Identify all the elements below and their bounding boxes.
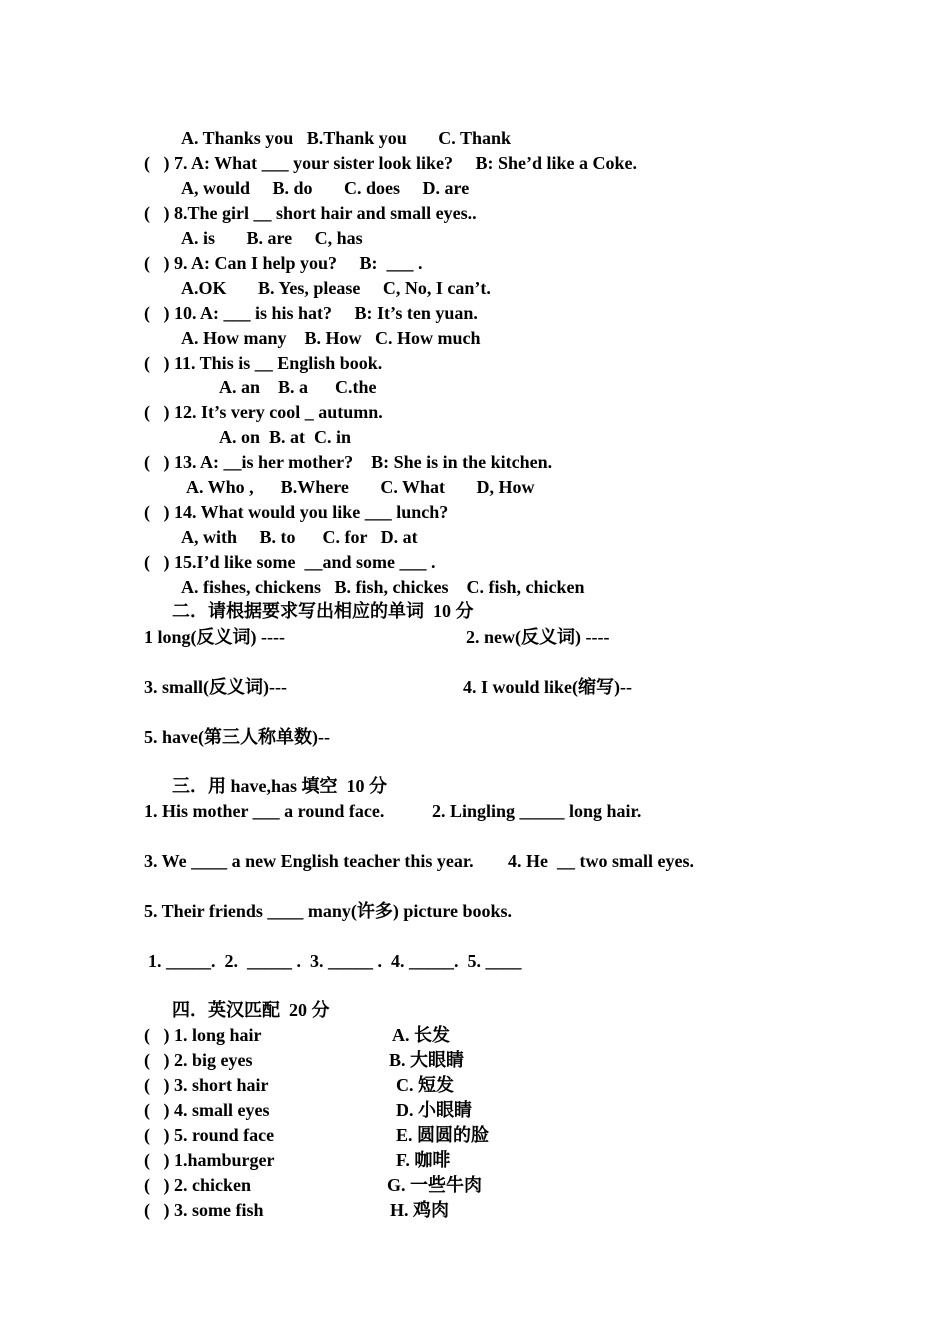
section-2-item-4: 4. I would like(缩写)--	[463, 677, 633, 697]
q11-options: A. an B. a C.the	[219, 377, 377, 397]
match-right-2: B. 大眼睛	[389, 1050, 465, 1070]
section-3-answer-blanks: 1. _____. 2. _____ . 3. _____ . 4. _____. 5. ____	[148, 951, 522, 971]
section-3-item-3: 3. We ____ a new English teacher this year.	[144, 851, 474, 871]
match-left-1: ( ) 1. long hair	[144, 1025, 262, 1045]
match-left-3: ( ) 3. short hair	[144, 1075, 269, 1095]
question-15: ( ) 15.I’d like some __and some ___ .	[144, 552, 436, 572]
match-left-7: ( ) 2. chicken	[144, 1175, 251, 1195]
section-3-item-5: 5. Their friends ____ many(许多) picture books.	[144, 901, 513, 921]
q13-options: A. Who , B.Where C. What D, How	[186, 477, 535, 497]
match-right-3: C. 短发	[396, 1075, 454, 1095]
match-left-2: ( ) 2. big eyes	[144, 1050, 253, 1070]
q9-options: A.OK B. Yes, please C, No, I can’t.	[181, 278, 491, 298]
q12-options: A. on B. at C. in	[219, 427, 352, 447]
match-right-5: E. 圆圆的脸	[396, 1125, 490, 1145]
section-3-item-2: 2. Lingling _____ long hair.	[432, 801, 642, 821]
question-7: ( ) 7. A: What ___ your sister look like? B: She’d like a Coke.	[144, 153, 638, 173]
section-2-item-1: 1 long(反义词) ----	[144, 627, 285, 647]
q6-options: A. Thanks you B.Thank you C. Thank	[181, 128, 511, 148]
section-2-item-2: 2. new(反义词) ----	[466, 627, 610, 647]
match-right-6: F. 咖啡	[396, 1150, 451, 1170]
match-right-7: G. 一些牛肉	[387, 1175, 483, 1195]
match-left-8: ( ) 3. some fish	[144, 1200, 264, 1220]
section-3-item-4: 4. He __ two small eyes.	[508, 851, 694, 871]
section-3-item-1: 1. His mother ___ a round face.	[144, 801, 385, 821]
section-2-heading: 二．请根据要求写出相应的单词 10 分	[172, 601, 474, 621]
q8-options: A. is B. are C, has	[181, 228, 363, 248]
section-3-heading: 三．用 have,has 填空 10 分	[172, 776, 388, 796]
match-left-5: ( ) 5. round face	[144, 1125, 275, 1145]
match-left-4: ( ) 4. small eyes	[144, 1100, 270, 1120]
q15-options: A. fishes, chickens B. fish, chickes C. fish, chicken	[181, 577, 585, 597]
match-right-1: A. 长发	[392, 1025, 450, 1045]
question-10: ( ) 10. A: ___ is his hat? B: It’s ten yuan.	[144, 303, 478, 323]
q10-options: A. How many B. How C. How much	[181, 328, 481, 348]
question-13: ( ) 13. A: __is her mother? B: She is in the kitchen.	[144, 452, 553, 472]
match-left-6: ( ) 1.hamburger	[144, 1150, 275, 1170]
question-8: ( ) 8.The girl __ short hair and small eyes..	[144, 203, 477, 223]
q14-options: A, with B. to C. for D. at	[181, 527, 418, 547]
question-12: ( ) 12. It’s very cool _ autumn.	[144, 402, 383, 422]
question-14: ( ) 14. What would you like ___ lunch?	[144, 502, 449, 522]
q7-options: A, would B. do C. does D. are	[181, 178, 470, 198]
question-9: ( ) 9. A: Can I help you? B: ___ .	[144, 253, 423, 273]
match-right-8: H. 鸡肉	[390, 1200, 450, 1220]
section-2-item-3: 3. small(反义词)---	[144, 677, 287, 697]
section-2-item-5: 5. have(第三人称单数)--	[144, 727, 330, 747]
section-4-heading: 四．英汉匹配 20 分	[172, 1000, 330, 1020]
question-11: ( ) 11. This is __ English book.	[144, 353, 383, 373]
match-right-4: D. 小眼睛	[396, 1100, 472, 1120]
